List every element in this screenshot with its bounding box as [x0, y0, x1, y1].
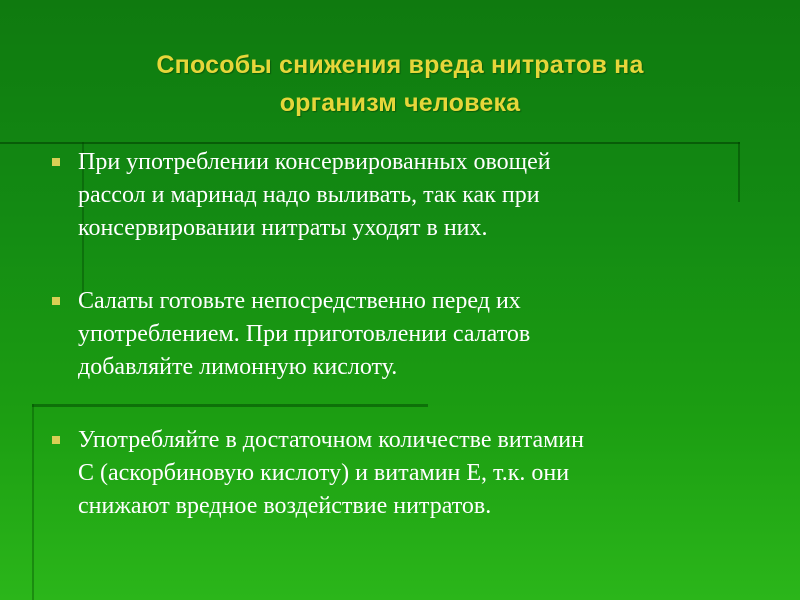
bullet-line: С (аскорбиновую кислоту) и витамин Е, т.к. они: [78, 460, 570, 486]
slide-title-line-2: организм человека: [279, 89, 521, 117]
bullet-line: снижают вредное воздействие нитратов.: [78, 493, 492, 519]
square-bullet-icon: [52, 436, 60, 444]
square-bullet-icon: [52, 158, 60, 166]
square-bullet-icon: [52, 297, 60, 305]
bullet-line: рассол и маринад надо выливать, так как при: [78, 182, 540, 208]
slide-title-line-1: Способы снижения вреда нитратов на: [156, 51, 644, 79]
bullet-item-2: [48, 285, 768, 384]
bullet-item-1: [48, 146, 768, 245]
bullet-line: употреблением. При приготовлении салатов: [78, 321, 531, 347]
bullet-line: консервировании нитраты уходят в них.: [78, 215, 488, 241]
slide-title: [40, 46, 760, 122]
bullet-item-3: [48, 424, 768, 523]
decorative-line-middle-vertical: [32, 404, 34, 600]
decorative-line-top: [0, 142, 740, 144]
bullet-line: добавляйте лимонную кислоту.: [78, 354, 398, 380]
bullet-line: При употреблении консервированных овощей: [78, 149, 551, 175]
bullet-line: Салаты готовьте непосредственно перед их: [78, 288, 521, 314]
bullet-line: Употребляйте в достаточном количестве витамин: [78, 427, 584, 453]
bullet-list: [48, 146, 768, 563]
